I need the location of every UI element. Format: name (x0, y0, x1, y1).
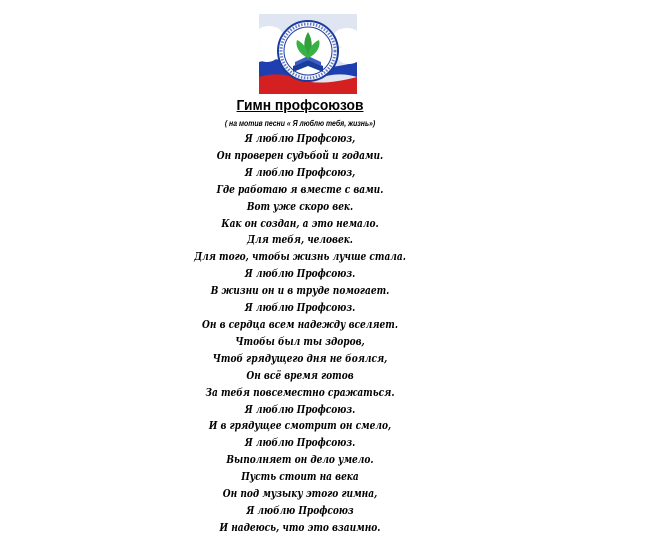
lyric-line: Пусть стоит на века (241, 470, 359, 484)
lyric-line: И в грядущее смотрит он смело, (208, 419, 392, 433)
lyric-line: Чтобы был ты здоров, (235, 334, 365, 348)
document-subtitle: ( на мотив песни « Я люблю тебя, жизнь») (224, 119, 376, 128)
lyric-line: Я люблю Профсоюз. (244, 402, 356, 416)
lyric-line: Он под музыку этого гимна, (222, 487, 378, 501)
lyric-line: Чтоб грядущего дня не боялся, (212, 351, 388, 365)
lyric-line: Я люблю Профсоюз, (244, 132, 356, 145)
document-title: Гимн профсоюзов (236, 97, 364, 114)
lyric-line: Он в сердца всем надежду вселяет. (202, 317, 398, 331)
lyric-line: Вот уже скоро век. (246, 199, 354, 213)
lyric-line: Он проверен судьбой и годами. (216, 148, 384, 162)
lyric-line: Я люблю Профсоюз. (244, 267, 356, 281)
lyric-line: В жизни он и в труде помогает. (210, 284, 390, 298)
trade-union-logo (259, 14, 357, 94)
lyric-line: Для тебя, человек. (247, 233, 353, 247)
lyric-line: За тебя повсеместно сражаться. (205, 385, 395, 399)
lyric-line: Я люблю Профсоюз. (244, 301, 356, 315)
lyric-line: Я люблю Профсоюз. (244, 436, 356, 450)
lyric-line: Он всё время готов (246, 368, 354, 382)
lyric-line: Где работаю я вместе с вами. (216, 182, 384, 196)
lyric-line: Выполняет он дело умело. (226, 453, 374, 467)
lyrics-list (0, 131, 600, 537)
lyric-line: И надеюсь, что это взаимно. (219, 520, 381, 534)
lyric-line: Как он создан, а это немало. (221, 216, 379, 230)
lyric-line: Для того, чтобы жизнь лучше стала. (194, 250, 406, 264)
anthem-document (0, 96, 600, 537)
lyric-line: Я люблю Профсоюз (246, 503, 354, 517)
lyric-line: Я люблю Профсоюз, (244, 165, 356, 179)
trade-union-emblem-icon (259, 14, 357, 94)
